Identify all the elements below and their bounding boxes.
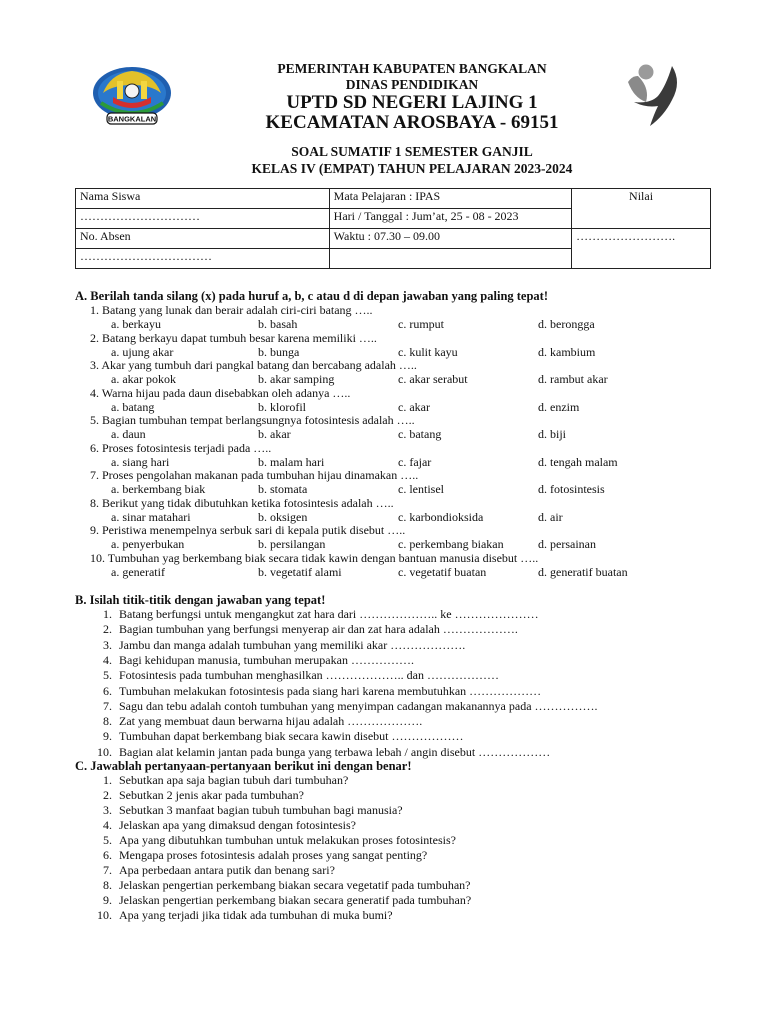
sectionC-item-number: 2. [103, 788, 112, 802]
header-department: DINAS PENDIDIKAN [345, 77, 479, 92]
question-a-8: 8. Berikut yang tidak dibutuhkan ketika fotosintesis adalah ….. [90, 495, 394, 510]
question-a-2: 2. Batang berkayu dapat tumbuh besar karena memiliki ….. [90, 330, 377, 345]
question-a-3: 3. Akar yang tumbuh dari pangkal batang dan bercabang adalah ….. [90, 358, 417, 372]
sectionC-item-number: 1. [103, 773, 112, 787]
sectionB-item-text: Fotosintesis pada tumbuhan menghasilkan ……………….. dan ……………… [119, 668, 499, 683]
sectionC-item-text: Sebutkan apa saja bagian tubuh dari tumbuhan? [119, 773, 349, 787]
sectionB-item-number: 8. [103, 714, 112, 729]
option-b-q10[interactable]: b. vegetatif alami [258, 564, 342, 579]
sectionC-item-number: 10. [97, 908, 112, 922]
option-a-q9[interactable]: a. penyerbukan [111, 537, 185, 551]
question-a-7: 7. Proses pengolahan makanan pada tumbuhan hijau dinamakan ….. [90, 468, 419, 482]
option-d-q3[interactable]: d. rambut akar [538, 372, 608, 386]
option-c-q1[interactable]: c. rumput [398, 317, 444, 331]
score-blank[interactable]: ……………………. [572, 229, 711, 269]
option-a-q1[interactable]: a. berkayu [111, 317, 161, 331]
option-d-q10[interactable]: d. generatif buatan [538, 564, 628, 579]
option-c-q5[interactable]: c. batang [398, 427, 442, 441]
option-a-q5[interactable]: a. daun [111, 427, 146, 441]
option-d-q4[interactable]: d. enzim [538, 399, 580, 414]
option-a-q3[interactable]: a. akar pokok [111, 372, 176, 386]
option-c-q8[interactable]: c. karbondioksida [398, 509, 484, 524]
sectionC-item-text: Sebutkan 2 jenis akar pada tumbuhan? [119, 788, 304, 802]
student-info-table [75, 188, 711, 269]
sectionB-item-number: 4. [103, 652, 112, 667]
question-a-1: 1. Batang yang lunak dan berair adalah ciri-ciri batang ….. [90, 303, 373, 317]
sectionC-item-text: Jelaskan pengertian perkembang biakan secara vegetatif pada tumbuhan? [119, 878, 471, 892]
sectionC-item-text: Apa yang dibutuhkan tumbuhan untuk melakukan proses fotosintesis? [119, 833, 456, 847]
section-c-title: C. Jawablah pertanyaan-pertanyaan berikut ini dengan benar! [75, 759, 412, 773]
sectionB-item-text: Sagu dan tebu adalah contoh tumbuhan yang menyimpan cadangan makanannya pada ……………. [119, 698, 598, 713]
option-d-q7[interactable]: d. fotosintesis [538, 482, 605, 496]
sectionC-item-text: Mengapa proses fotosintesis adalah proses yang sangat penting? [119, 848, 428, 862]
option-b-q6[interactable]: b. malam hari [258, 454, 325, 469]
option-a-q6[interactable]: a. siang hari [111, 454, 170, 469]
sectionB-item-text: Bagian tumbuhan yang berfungsi menyerap air dan zat hara adalah ………………. [119, 622, 518, 637]
sectionC-item-number: 7. [103, 863, 112, 877]
sectionB-item-number: 5. [103, 668, 112, 683]
header-school-name: UPTD SD NEGERI LAJING 1 [286, 92, 538, 113]
sectionB-item-number: 2. [103, 622, 112, 637]
sectionC-item-number: 8. [103, 878, 112, 892]
option-d-q6[interactable]: d. tengah malam [538, 454, 618, 469]
section-a-title: A. Berilah tanda silang (x) pada huruf a, b, c atau d di depan jawaban yang paling tepat! [75, 289, 549, 303]
sectionB-item-text: Jambu dan manga adalah tumbuhan yang memiliki akar ………………. [119, 637, 466, 652]
sectionC-item-number: 9. [103, 893, 112, 907]
option-c-q7[interactable]: c. lentisel [398, 482, 444, 496]
option-c-q9[interactable]: c. perkembang biakan [398, 537, 504, 551]
sectionC-item-number: 3. [103, 803, 112, 817]
question-a-9: 9. Peristiwa menempelnya serbuk sari di kepala putik disebut ….. [90, 523, 406, 537]
question-a-4: 4. Warna hijau pada daun disebabkan oleh adanya ….. [90, 385, 351, 400]
option-d-q1[interactable]: d. berongga [538, 317, 595, 331]
question-a-5: 5. Bagian tumbuhan tempat berlangsungnya fotosintesis adalah ….. [90, 413, 415, 427]
empty-cell [329, 249, 571, 269]
sectionB-item-text: Bagian alat kelamin jantan pada bunga yang terbawa lebah / angin disebut ……………… [119, 744, 551, 759]
option-b-q1[interactable]: b. basah [258, 317, 298, 331]
option-b-q4[interactable]: b. klorofil [258, 399, 306, 414]
option-c-q6[interactable]: c. fajar [398, 454, 432, 469]
sectionB-item-number: 1. [103, 607, 112, 621]
sectionC-item-text: Jelaskan pengertian perkembang biakan secara generatif pada tumbuhan? [119, 893, 472, 907]
absence-number-blank[interactable]: …………………………… [76, 249, 330, 269]
score-label: Nilai [572, 189, 711, 229]
sectionC-item-text: Jelaskan apa yang dimaksud dengan fotosintesis? [119, 818, 356, 832]
sectionB-item-number: 3. [103, 637, 112, 652]
sectionB-item-text: Zat yang membuat daun berwarna hijau adalah ………………. [119, 714, 423, 729]
question-a-10: 10. Tumbuhan yag berkembang biak secara tidak kawin dengan bantuan manusia disebut ….. [90, 550, 539, 565]
sectionB-item-number: 7. [103, 698, 112, 713]
option-b-q8[interactable]: b. oksigen [258, 509, 308, 524]
student-name-label: Nama Siswa [76, 189, 330, 209]
sectionC-item-number: 6. [103, 848, 112, 862]
question-a-6: 6. Proses fotosintesis terjadi pada ….. [90, 440, 272, 455]
option-a-q2[interactable]: a. ujung akar [111, 344, 174, 359]
sectionB-item-text: Batang berfungsi untuk mengangkut zat hara dari ……………….. ke ………………… [119, 607, 539, 621]
option-c-q10[interactable]: c. vegetatif buatan [398, 564, 487, 579]
sectionC-item-text: Apa perbedaan antara putik dan benang sari? [119, 863, 335, 877]
header-government: PEMERINTAH KABUPATEN BANGKALAN [277, 61, 547, 76]
absence-number-label: No. Absen [76, 229, 330, 249]
option-b-q7[interactable]: b. stomata [258, 482, 308, 496]
sectionB-item-text: Tumbuhan dapat berkembang biak secara kawin disebut ……………… [119, 729, 464, 744]
option-a-q4[interactable]: a. batang [111, 399, 155, 414]
date-label: Hari / Tanggal : Jum’at, 25 - 08 - 2023 [329, 209, 571, 229]
logo-caption: BANGKALAN [107, 114, 157, 124]
option-b-q5[interactable]: b. akar [258, 427, 291, 441]
sectionB-item-number: 6. [103, 683, 112, 698]
subject-label: Mata Pelajaran : IPAS [329, 189, 571, 209]
option-a-q8[interactable]: a. sinar matahari [111, 509, 191, 524]
option-d-q5[interactable]: d. biji [538, 427, 567, 441]
sectionC-item-number: 5. [103, 833, 112, 847]
option-a-q10[interactable]: a. generatif [111, 564, 165, 579]
sectionB-item-text: Tumbuhan melakukan fotosintesis pada siang hari karena membutuhkan ……………… [119, 683, 542, 698]
option-d-q2[interactable]: d. kambium [538, 344, 596, 359]
option-d-q8[interactable]: d. air [538, 509, 563, 524]
option-b-q3[interactable]: b. akar samping [258, 372, 335, 386]
exam-title: SOAL SUMATIF 1 SEMESTER GANJIL [291, 144, 533, 159]
sectionC-item-text: Apa yang terjadi jika tidak ada tumbuhan di muka bumi? [119, 908, 393, 922]
option-b-q9[interactable]: b. persilangan [258, 537, 326, 551]
option-d-q9[interactable]: d. persainan [538, 537, 596, 551]
sectionB-item-text: Bagi kehidupan manusia, tumbuhan merupakan ……………. [119, 652, 414, 667]
option-a-q7[interactable]: a. berkembang biak [111, 482, 206, 496]
option-c-q3[interactable]: c. akar serabut [398, 372, 468, 386]
sectionC-item-text: Sebutkan 3 manfaat bagian tubuh tumbuhan bagi manusia? [119, 803, 403, 817]
time-label: Waktu : 07.30 – 09.00 [329, 229, 571, 249]
exam-class-year: KELAS IV (EMPAT) TAHUN PELAJARAN 2023-2024 [251, 161, 573, 176]
option-c-q4[interactable]: c. akar [398, 399, 430, 414]
option-b-q2[interactable]: b. bunga [258, 344, 300, 359]
header-district: KECAMATAN AROSBAYA - 69151 [265, 112, 559, 133]
sectionC-item-number: 4. [103, 818, 112, 832]
section-b-title: B. Isilah titik-titik dengan jawaban yang tepat! [75, 593, 326, 607]
option-c-q2[interactable]: c. kulit kayu [398, 344, 458, 359]
sectionB-item-number: 10. [97, 744, 112, 759]
student-name-blank[interactable]: ………………………… [76, 209, 330, 229]
sectionB-item-number: 9. [103, 729, 112, 744]
